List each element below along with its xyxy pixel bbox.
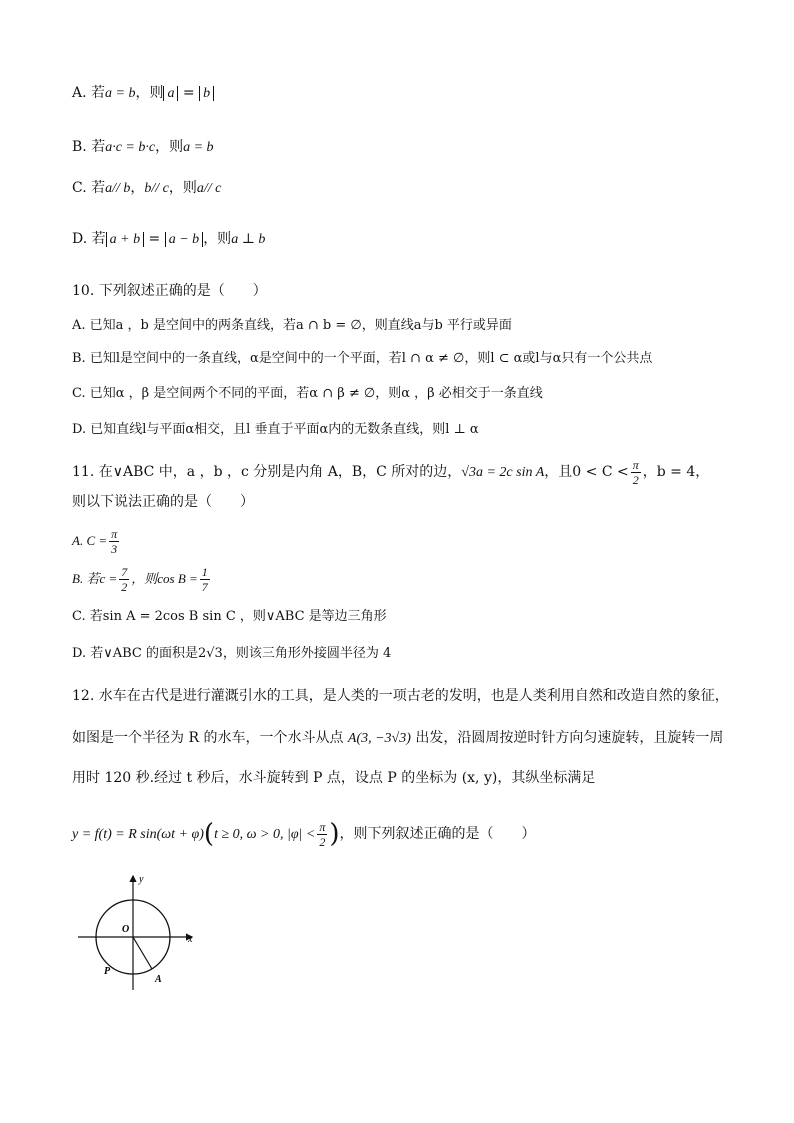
q10-stem: 10. 下列叙述正确的是（ ） [72, 283, 267, 299]
q11-option-a [72, 524, 121, 559]
q11-option-c: C. 若sin A = 2cos B sin C ，则∨ABC 是等边三角形 [72, 609, 387, 624]
label-x: x [188, 934, 193, 945]
label-a: A [155, 974, 162, 985]
equals: = [148, 231, 161, 247]
abs-diff: a − b [165, 232, 203, 247]
equals: = [182, 85, 195, 101]
radius-oa [133, 937, 152, 969]
option-label: B. 若 [72, 139, 106, 155]
q10-option-c: C. 已知α ，β 是空间两个不同的平面，若α ∩ β ≠ ∅，则α ，β 必相交于一条直线 [72, 386, 543, 401]
q9c-cond2: b// c [144, 181, 169, 196]
option-text: A. C = [72, 533, 108, 548]
fraction-7-over-2 [119, 565, 129, 594]
q12-text: ，则下列叙述正确的是（ ） [339, 826, 536, 842]
option-label: A. 若 [72, 85, 106, 101]
numerator: π [111, 527, 118, 541]
q11-stem-text: ，b = 4， [642, 464, 710, 480]
q9-option-b [72, 137, 214, 158]
q9d-result: a ⊥ b [231, 232, 266, 247]
q11-stem-text: ，且0 < C < [544, 464, 629, 480]
q11-option-b [72, 562, 212, 597]
q9b-result: a = b [183, 140, 214, 155]
q12-line4 [72, 814, 536, 855]
q12-line1: 12. 水车在古代是进行灌溉引水的工具，是人类的一项古老的发明，也是人类利用自然和改造自然的象征， [72, 688, 729, 704]
right-paren: ) [329, 819, 340, 849]
q12-text: 如图是一个半径为 R 的水车，一个水斗从点 [72, 730, 348, 746]
option-text: ，则cos B = [131, 571, 198, 586]
q11-option-d: D. 若∨ABC 的面积是2√3，则该三角形外接圆半径为 4 [72, 646, 392, 661]
option-label: D. 若 [72, 231, 106, 247]
fraction-pi-over-2 [631, 458, 641, 487]
q12-line2 [72, 728, 723, 749]
numerator: 7 [121, 565, 128, 579]
left-paren: ( [203, 819, 215, 849]
label-o: O [122, 924, 130, 935]
q11-stem-line2: 则以下说法正确的是（ ） [72, 494, 254, 510]
denominator: 3 [111, 542, 118, 556]
q10-option-d: D. 已知直线l与平面α相交，且l 垂直于平面α内的无数条直线，则l ⊥ α [72, 422, 479, 437]
abs-a: a [163, 86, 178, 101]
denominator: 2 [121, 580, 128, 594]
abs-sum: a + b [106, 232, 144, 247]
q9c-cond1: a// b [105, 181, 131, 196]
q12-line3: 用时 120 秒.经过 t 秒后，水斗旋转到 P 点，设点 P 的坐标为 (x, y)，其纵坐标满足 [72, 770, 596, 786]
fraction-pi-over-3 [109, 527, 119, 556]
separator: ，则 [155, 139, 184, 155]
q9-option-c: C. 若a// b，b// c，则a// c [72, 180, 222, 196]
numerator: π [632, 457, 639, 472]
q9c-result: a// c [196, 181, 222, 196]
q11-equation: √3a = 2c sin A [461, 465, 545, 480]
q9b-condition: a·c = b·c [105, 140, 156, 155]
denominator: 2 [632, 472, 639, 487]
option-text: B. 若c = [72, 571, 118, 586]
separator: ，则 [135, 85, 164, 101]
fraction-1-over-7 [200, 565, 210, 594]
option-label: C. 若 [72, 180, 106, 196]
abs-b: b [199, 86, 214, 101]
denominator: 7 [201, 580, 208, 594]
q9-option-d [72, 229, 265, 250]
function-condition: t ≥ 0, ω > 0, |φ| < [214, 827, 316, 842]
q11-stem [72, 457, 709, 488]
separator: ，则 [168, 180, 197, 196]
separator: ，则 [203, 231, 232, 247]
q10-option-b: B. 已知l是空间中的一条直线，α是空间中的一个平面，若l ∩ α ≠ ∅，则l ⊂ α或l与α只有一个公共点 [72, 351, 653, 366]
water-wheel-figure [70, 870, 210, 995]
fraction-pi-over-2 [317, 820, 327, 849]
function-definition: y = f(t) = R sin(ωt + φ) [72, 827, 204, 842]
denominator: 2 [319, 834, 326, 849]
numerator: π [319, 819, 326, 834]
q9-option-a [72, 83, 214, 104]
q9a-condition: a = b [105, 86, 136, 101]
q10-option-a: A. 已知a ，b 是空间中的两条直线，若a ∩ b = ∅，则直线a与b 平行或异面 [72, 318, 512, 333]
q12-text: 出发，沿圆周按逆时针方向匀速旋转，且旋转一周 [410, 730, 724, 746]
label-p: P [104, 966, 111, 977]
q11-stem-text: 11. 在∨ABC 中，a ，b ，c 分别是内角 A，B，C 所对的边， [72, 464, 462, 480]
point-a-coordinates: A(3, −3√3) [347, 731, 411, 746]
label-y: y [139, 874, 144, 885]
numerator: 1 [201, 565, 208, 579]
